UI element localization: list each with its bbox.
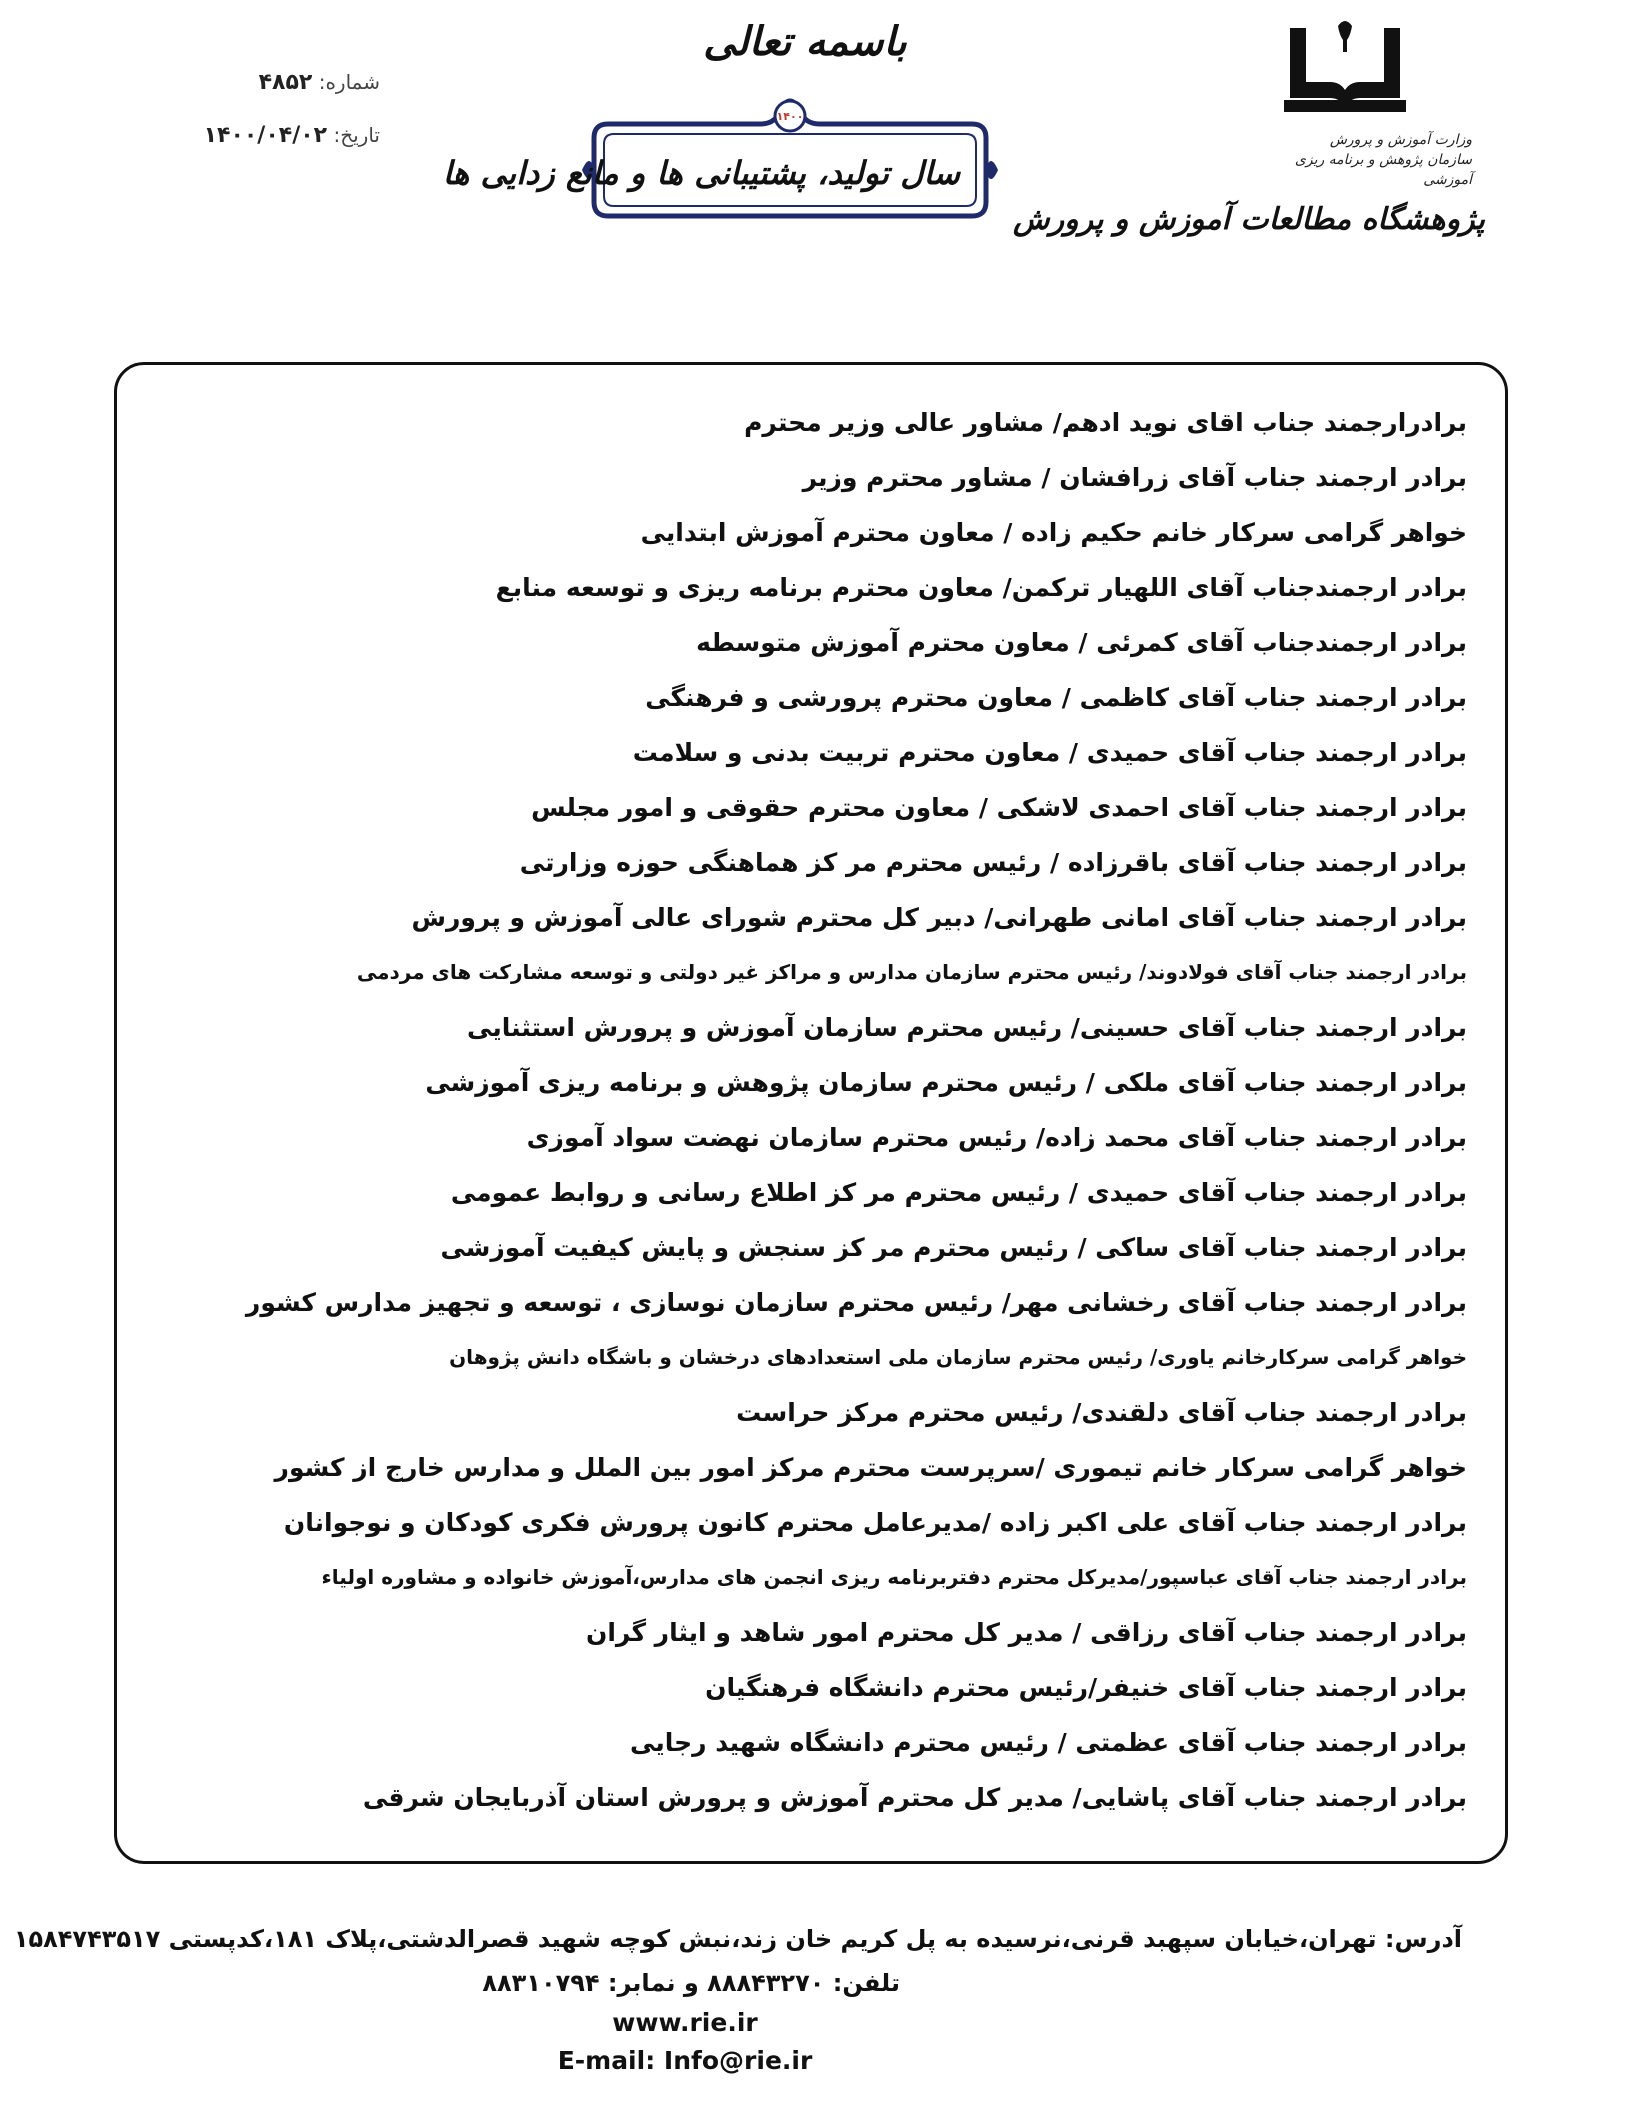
recipient-item: برادر ارجمند جناب آقای زرافشان / مشاور محترم وزیر bbox=[802, 463, 1467, 492]
recipient-item: برادر ارجمند جناب آقای محمد زاده/ رئیس محترم سازمان نهضت سواد آموزی bbox=[526, 1123, 1467, 1152]
organization-name: پژوهشگاه مطالعات آموزش و پرورش bbox=[1013, 202, 1485, 237]
recipient-item: برادر ارجمند جناب آقای ساکی / رئیس محترم مر کز سنجش و پایش کیفیت آموزشی bbox=[440, 1233, 1467, 1262]
recipient-item: برادر ارجمند جناب آقای حسینی/ رئیس محترم سازمان آموزش و پرورش استثنایی bbox=[467, 1013, 1467, 1042]
recipient-item: برادر ارجمند جناب آقای فولادوند/ رئیس محترم سازمان مدارس و مراکز غیر دولتی و توسعه مشارکت های مردمی bbox=[356, 960, 1467, 984]
slogan-year-badge: ۱۴۰۰ bbox=[776, 110, 804, 123]
recipient-item: خواهر گرامی سرکار خانم تیموری /سرپرست محترم مرکز امور بین الملل و مدارس خارج از کشور bbox=[274, 1453, 1467, 1482]
ministry-line-2: سازمان پژوهش و برنامه ریزی آموزشی bbox=[1294, 152, 1472, 188]
recipient-item: برادر ارجمند جناب آقای رزاقی / مدیر کل محترم امور شاهد و ایثار گران bbox=[585, 1618, 1467, 1647]
recipient-item: برادر ارجمند جناب آقای پاشایی/ مدیر کل محترم آموزش و پرورش استان آذربایجان شرقی bbox=[362, 1783, 1467, 1812]
letter-number-label: شماره: bbox=[318, 70, 380, 94]
recipients-list bbox=[187, 395, 1467, 1825]
recipient-item: برادر ارجمند جناب آقای ملکی / رئیس محترم سازمان پژوهش و برنامه ریزی آموزشی bbox=[425, 1068, 1467, 1097]
recipient-item: برادر ارجمند جناب آقای حمیدی / معاون محترم تربیت بدنی و سلامت bbox=[632, 738, 1467, 767]
footer-address: آدرس: تهران،خیابان سپهبد قرنی،نرسیده به پل کریم خان زند،نبش کوچه شهید قصرالدشتی،پلاک ۱۸۱،کدپستی ۱۵۸۴۷۴۳۵۱۷ bbox=[13, 1925, 1462, 1953]
recipient-item: برادر ارجمند جناب آقای دلقندی/ رئیس محترم مرکز حراست bbox=[736, 1398, 1467, 1427]
year-slogan-frame bbox=[442, 80, 1000, 230]
recipient-item: برادر ارجمند جناب آقای امانی طهرانی/ دبیر کل محترم شورای عالی آموزش و پرورش bbox=[411, 903, 1467, 932]
recipient-item: برادر ارجمند جناب آقای حمیدی / رئیس محترم مر کز اطلاع رسانی و روابط عمومی bbox=[450, 1178, 1467, 1207]
letter-meta bbox=[170, 56, 380, 162]
recipient-item: برادر ارجمندجناب آقای کمرئی / معاون محترم آموزش متوسطه bbox=[696, 628, 1467, 657]
recipient-item: برادر ارجمند جناب آقای عباسپور/مدیرکل محترم دفتربرنامه ریزی انجمن های مدارس،آموزش خانواده و مشاوره اولیاء bbox=[321, 1565, 1467, 1589]
letter-date-row bbox=[170, 109, 380, 162]
recipients-box bbox=[114, 362, 1508, 1864]
ministry-logo-block bbox=[1190, 18, 1490, 288]
recipient-item: خواهر گرامی سرکارخانم یاوری/ رئیس محترم سازمان ملی استعدادهای درخشان و باشگاه دانش پژوهان bbox=[449, 1345, 1467, 1369]
recipient-item: برادر ارجمند جناب آقای رخشانی مهر/ رئیس محترم سازمان نوسازی ، توسعه و تجهیز مدارس کشور bbox=[245, 1288, 1467, 1317]
letter-number-row bbox=[170, 56, 380, 109]
recipient-item: برادرارجمند جناب اقای نوید ادهم/ مشاور عالی وزیر محترم bbox=[744, 408, 1467, 437]
letter-footer bbox=[13, 1916, 1510, 2080]
footer-website-link[interactable]: www.rie.ir bbox=[612, 2008, 758, 2037]
ministry-emblem-icon bbox=[1280, 18, 1410, 128]
recipient-item: برادر ارجمند جناب آقای عظمتی / رئیس محترم دانشگاه شهید رجایی bbox=[630, 1728, 1467, 1757]
bismillah-heading: باسمه تعالی bbox=[703, 18, 907, 65]
recipient-item: خواهر گرامی سرکار خانم حکیم زاده / معاون محترم آموزش ابتدایی bbox=[640, 518, 1467, 547]
ministry-subtitle bbox=[1246, 130, 1472, 190]
recipient-item: برادر ارجمند جناب آقای خنیفر/رئیس محترم دانشگاه فرهنگیان bbox=[705, 1673, 1467, 1702]
year-slogan-text: سال تولید، پشتیبانی ها و مانع زدایی ها bbox=[442, 154, 960, 192]
letter-date-label: تاریخ: bbox=[333, 123, 380, 147]
recipient-item: برادر ارجمند جناب آقای احمدی لاشکی / معاون محترم حقوقی و امور مجلس bbox=[531, 793, 1467, 822]
letter-number-value: ۴۸۵۲ bbox=[258, 70, 313, 95]
recipient-item: برادر ارجمند جناب آقای علی اکبر زاده /مدیرعامل محترم کانون پرورش فکری کودکان و نوجوانان bbox=[283, 1508, 1467, 1537]
recipient-item: برادر ارجمندجناب آقای اللهیار ترکمن/ معاون محترم برنامه ریزی و توسعه منابع bbox=[495, 573, 1467, 602]
footer-phone: تلفن: ۸۸۸۴۳۲۷۰ و نمابر: ۸۸۳۱۰۷۹۴ bbox=[482, 1969, 900, 1997]
ministry-line-1: وزارت آموزش و پرورش bbox=[1329, 132, 1472, 148]
footer-email-link[interactable]: E-mail: Info@rie.ir bbox=[557, 2046, 813, 2075]
recipient-item: برادر ارجمند جناب آقای باقرزاده / رئیس محترم مر کز هماهنگی حوزه وزارتی bbox=[519, 848, 1467, 877]
recipient-item: برادر ارجمند جناب آقای کاظمی / معاون محترم پرورشی و فرهنگی bbox=[645, 683, 1467, 712]
letter-date-value: ۱۴۰۰/۰۴/۰۲ bbox=[203, 123, 328, 148]
